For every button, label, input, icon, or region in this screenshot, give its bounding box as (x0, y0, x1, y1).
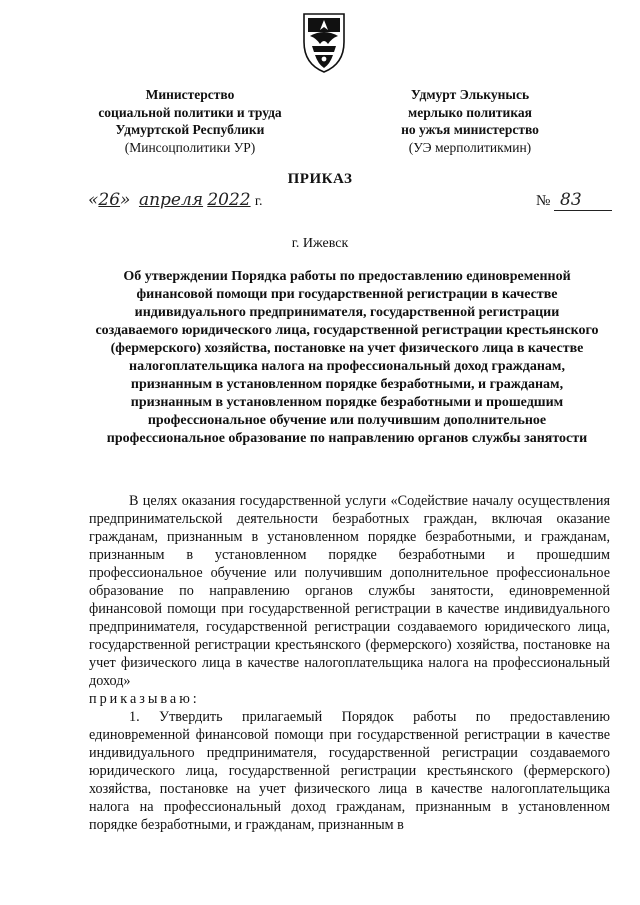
ministry-name-russian (70, 86, 310, 156)
coat-of-arms-emblem (300, 8, 348, 74)
order-number (536, 190, 612, 211)
order-subject: Об утверждении Порядка работы по предоставлению единовременной финансовой помощи при государственной регистрации в качестве индивидуального предпринимателя, государственной регистрации создаваемого юридического лица, государственной регистрации крестьянского (фермерского) хозяйства, постановке на учет физического лица в качестве налогоплательщика налога на профессиональный доход гражданам, признанным в установленном порядке безработными, и гражданам, признанным в установленном порядке безработными и прошедшим профессиональное обучение или получившим дополнительное профессиональное образование по направлению органов службы занятости (95, 269, 599, 446)
number-label: № (535, 193, 551, 209)
ministry-name-line: социальной политики и труда (98, 104, 282, 120)
date-close-quote: » (120, 190, 131, 210)
item-1-paragraph: 1. Утвердить прилагаемый Порядок работы по предоставлению единовременной финансовой помощи при государственной регистрации в качестве индивидуального предпринимателя, государственной регистрации создаваемого юридического лица, государственной регистрации крестьянского (фермерского) хозяйства, постановке на учет физического лица в качестве налогоплательщика налога на профессиональный доход гражданам, признанным в установленном порядке безработными, и гражданам, признанным в (89, 709, 610, 833)
date-number-row (88, 190, 612, 216)
order-date (88, 190, 263, 210)
ministry-abbreviation: (Минсоцполитики УР) (124, 139, 256, 155)
ministry-name-line: Министерство (145, 87, 235, 102)
number-value: 83 (554, 190, 612, 211)
date-year: 2022 (207, 190, 251, 210)
ministry-name-line: но ужъя министерство (401, 122, 539, 137)
ministry-name-line: Удмуртской Республики (115, 122, 265, 137)
date-day: 26 (98, 190, 121, 210)
ministry-name-udmurt (350, 86, 590, 156)
ministry-name-line: Удмурт Элькунысь (410, 87, 530, 102)
preamble-paragraph: В целях оказания государственной услуги «Содействие началу осуществления предпринимательской деятельности безработных граждан, включая оказание гражданам, признанным в установленном порядке безработными, и гражданам, признанным в установленном порядке безработными и прошедшим профессиональное обучение или получившим дополнительное профессиональное образование по направлению органов службы занятости, единовременной финансовой помощи при государственной регистрации в качестве индивидуального предпринимателя, государственной регистрации создаваемого юридического лица, государственной регистрации крестьянского (фермерского) хозяйства, постановке на учет физического лица в качестве налогоплательщика налога на профессиональный доход» (89, 493, 610, 689)
order-word: приказываю: (89, 691, 200, 707)
date-open-quote: « (88, 190, 99, 210)
date-month: апреля (138, 190, 204, 210)
ministry-abbreviation: (УЭ мерполитикмин) (408, 139, 532, 155)
document-body (89, 492, 610, 834)
ministry-name-line: мерлыко политикая (408, 104, 532, 120)
document-title: ПРИКАЗ (287, 171, 353, 187)
date-year-suffix: г. (254, 194, 263, 209)
city: г. Ижевск (291, 236, 349, 251)
